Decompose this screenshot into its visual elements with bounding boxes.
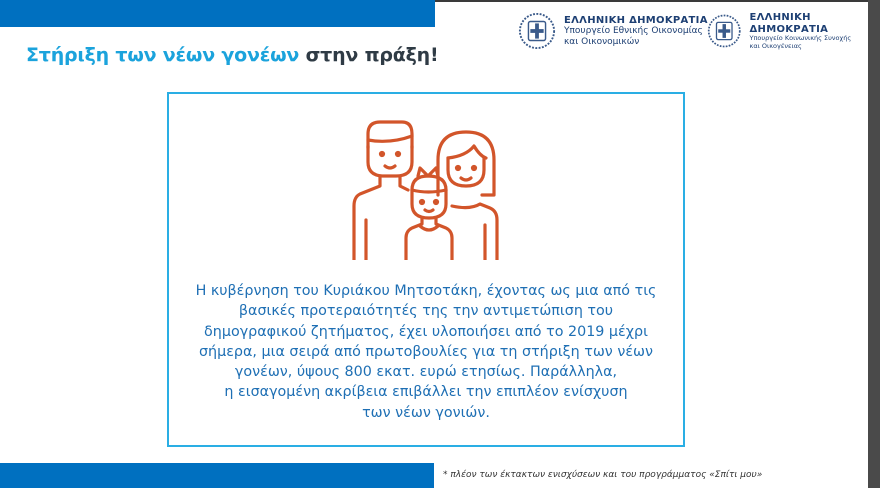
logo-subtitle: Υπουργείο Κοινωνικής Συνοχής [749, 34, 852, 43]
footnote: * πλέον των έκτακτων ενισχύσεων και του προγράμματος «Σπίτι μου» [443, 470, 763, 480]
paragraph-line: Η κυβέρνηση του Κυριάκου Μητσοτάκη, έχοντας ως μια από τις [195, 283, 657, 299]
logo-title: ΕΛΛΗΝΙΚΗ ΔΗΜΟΚΡΑΤΙΑ [564, 14, 708, 26]
logo-subtitle: και Οικογένειας [749, 41, 802, 50]
title-rest: στην πράξη! [299, 44, 439, 66]
paragraph-line: των νέων γονιών. [362, 404, 490, 421]
greek-coat-of-arms-icon [518, 12, 556, 50]
paragraph-line: η εισαγομένη ακρίβεια επιβάλλει την επιπλέον ενίσχυση [224, 384, 628, 401]
logo-subtitle: και Οικονομικών [564, 36, 640, 47]
paragraph-line: σήμερα, μια σειρά από πρωτοβουλίες για τη στήριξη των νέων [198, 343, 654, 360]
main-paragraph [175, 281, 677, 423]
paragraph-line: δημογραφικού ζητήματος, έχει υλοποιήσει από το 2019 μέχρι [204, 323, 648, 340]
bottom-accent-bar [0, 463, 434, 488]
logo-ministry-social-cohesion [707, 12, 880, 50]
logo-subtitle: Υπουργείο Εθνικής Οικονομίας [564, 26, 703, 37]
logo-title: ΕΛΛΗΝΙΚΗ ΔΗΜΟΚΡΑΤΙΑ [749, 12, 829, 35]
title-highlight: Στήριξη των νέων γονέων [26, 44, 300, 66]
paragraph-line: γονέων, ύψους 800 εκατ. ευρώ ετησίως. Παράλληλα, [234, 364, 618, 381]
right-edge-strip [868, 0, 880, 488]
greek-coat-of-arms-icon [707, 12, 742, 50]
family-icon [340, 110, 520, 260]
paragraph-line: βασικές προτεραιότητές της την αντιμετώπιση του [238, 303, 614, 320]
top-accent-bar [0, 0, 435, 27]
logo-ministry-economy [518, 12, 708, 50]
page-title [26, 44, 438, 66]
